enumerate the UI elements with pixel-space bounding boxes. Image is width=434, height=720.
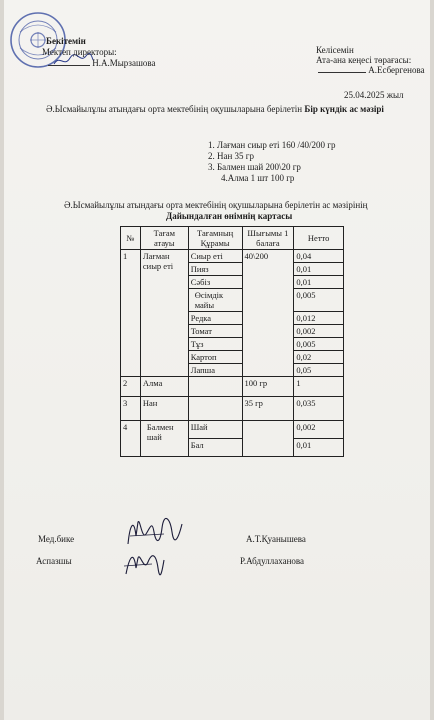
ingredient-netto: 0,02 <box>294 351 344 364</box>
menu-item: 2. Нан 35 гр <box>208 151 255 161</box>
product-card-table <box>120 226 344 457</box>
document-page <box>4 0 430 720</box>
ingredient-netto: 0,01 <box>294 263 344 276</box>
menu-heading-text: Ә.Ысмайылұлы атындағы орта мектебінің оқушыларына берілетін <box>46 104 303 114</box>
ingredient-name: Картоп <box>188 351 242 364</box>
col-header-netto: Нетто <box>294 227 344 250</box>
ingredient-name: Редка <box>188 312 242 325</box>
agreement-title: Келісемін <box>316 45 354 55</box>
dish-name: Балмен шай <box>140 421 188 457</box>
director-signature-line <box>48 58 156 68</box>
ingredient-netto: 0,002 <box>294 421 344 439</box>
dish-netto: 0,035 <box>294 397 344 421</box>
dish-name: Лағман сиыр еті <box>140 250 188 377</box>
ingredient-name: Сәбіз <box>188 276 242 289</box>
cook-role: Аспазшы <box>36 556 72 566</box>
menu-item: 1. Лағман сиыр еті 160 /40/200 гр <box>208 140 336 150</box>
dish-number: 1 <box>121 250 141 377</box>
table-header-row <box>121 227 344 250</box>
ingredient-netto: 0,002 <box>294 325 344 338</box>
document-date: 25.04.2025 жыл <box>344 90 404 100</box>
table-row <box>121 250 344 263</box>
table-row <box>121 421 344 439</box>
parent-council-name: А.Есбергенова <box>368 65 425 75</box>
col-header-yield: Шығымы 1 балаға <box>242 227 294 250</box>
ingredient-netto: 0,01 <box>294 276 344 289</box>
col-header-dish: Тағам атауы <box>140 227 188 250</box>
nurse-signature-icon <box>124 514 186 552</box>
dish-number: 2 <box>121 377 141 397</box>
table-row <box>121 377 344 397</box>
approval-title: Бекітемін <box>46 36 86 46</box>
ingredient-netto: 0,05 <box>294 364 344 377</box>
dish-number: 4 <box>121 421 141 457</box>
dish-name: Нан <box>140 397 188 421</box>
parent-council-role: Ата-ана кеңесі төрағасы: <box>316 55 412 65</box>
ingredient-netto: 0,01 <box>294 439 344 457</box>
ingredient-name: Пияз <box>188 263 242 276</box>
ingredient-name: Тұз <box>188 338 242 351</box>
dish-number: 3 <box>121 397 141 421</box>
cook-name: Р.Абдуллаханова <box>240 556 305 566</box>
ingredient-name: Шай <box>188 421 242 439</box>
ingredient-netto: 0,04 <box>294 250 344 263</box>
table-row <box>121 397 344 421</box>
ingredient-name <box>188 397 242 421</box>
ingredient-netto: 0,012 <box>294 312 344 325</box>
col-header-composition: Тағамның Құрамы <box>188 227 242 250</box>
card-heading-title: Дайындалған өнімнің картасы <box>166 211 293 221</box>
card-heading-line1: Ә.Ысмайылұлы атындағы орта мектебінің оқушыларына берілетін ас мәзірінің <box>64 200 368 210</box>
ingredient-name: Өсімдік майы <box>188 289 242 312</box>
ingredient-netto: 0,005 <box>294 289 344 312</box>
dish-yield: 35 гр <box>242 397 294 421</box>
director-name: Н.А.Мырзашова <box>92 58 156 68</box>
cook-signature-icon <box>122 548 166 578</box>
menu-item: 3. Балмен шай 200\20 гр <box>208 162 301 172</box>
parent-council-signature-line <box>318 65 425 75</box>
menu-heading-bold: Бір күндік ас мәзірі <box>304 104 384 114</box>
ingredient-name: Сиыр еті <box>188 250 242 263</box>
director-role: Мектеп директоры: <box>42 47 117 57</box>
ingredient-netto: 0,005 <box>294 338 344 351</box>
col-header-number: № <box>121 227 141 250</box>
menu-items-list <box>208 140 335 184</box>
dish-yield <box>242 421 294 457</box>
ingredient-name: Томат <box>188 325 242 338</box>
dish-yield: 40\200 <box>242 250 294 377</box>
nurse-role: Мед.бике <box>38 534 75 544</box>
dish-yield: 100 гр <box>242 377 294 397</box>
ingredient-name: Лапша <box>188 364 242 377</box>
ingredient-name: Бал <box>188 439 242 457</box>
menu-heading <box>46 104 384 114</box>
ingredient-name <box>188 377 242 397</box>
dish-netto: 1 <box>294 377 344 397</box>
dish-name: Алма <box>140 377 188 397</box>
menu-item: 4.Алма 1 шт 100 гр <box>221 173 295 183</box>
nurse-name: А.Т.Қуанышева <box>246 534 306 544</box>
